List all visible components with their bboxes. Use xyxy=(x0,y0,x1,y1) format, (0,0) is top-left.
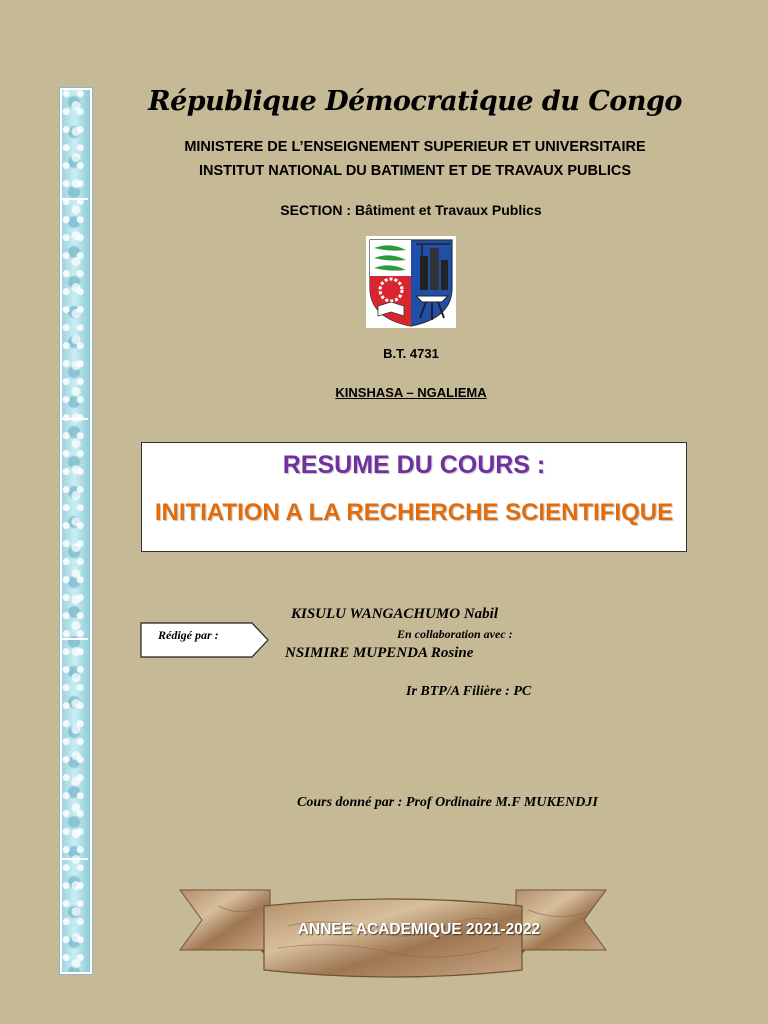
course-title: INITIATION A LA RECHERCHE SCIENTIFIQUE xyxy=(154,499,674,526)
author-secondary: NSIMIRE MUPENDA Rosine xyxy=(285,645,474,661)
institute-coat-of-arms-icon xyxy=(366,236,456,328)
institute-line: INSTITUT NATIONAL DU BATIMENT ET DE TRAVAUX PUBLICS xyxy=(198,163,632,179)
water-drop-border-strip xyxy=(60,88,92,974)
collaboration-label: En collaboration avec : xyxy=(397,627,513,641)
ministry-line: MINISTERE DE L’ENSEIGNEMENT SUPERIEUR ET UNIVERSITAIRE xyxy=(184,139,646,155)
academic-year: ANNEE ACADEMIQUE 2021-2022 xyxy=(297,921,541,938)
course-summary-heading: RESUME DU COURS : xyxy=(282,451,546,479)
republic-heading: République Démocratique du Congo xyxy=(148,86,682,117)
program-line: Ir BTP/A Filière : PC xyxy=(406,684,532,699)
professor-line: Cours donné par : Prof Ordinaire M.F MUKENDJI xyxy=(297,795,598,810)
postal-box: B.T. 4731 xyxy=(383,346,439,361)
section-line: SECTION : Bâtiment et Travaux Publics xyxy=(280,202,542,218)
written-by-label: Rédigé par : xyxy=(158,628,219,642)
author-primary: KISULU WANGACHUMO Nabil xyxy=(291,606,498,622)
city-location: KINSHASA – NGALIEMA xyxy=(335,385,487,400)
course-title-box xyxy=(141,442,687,552)
